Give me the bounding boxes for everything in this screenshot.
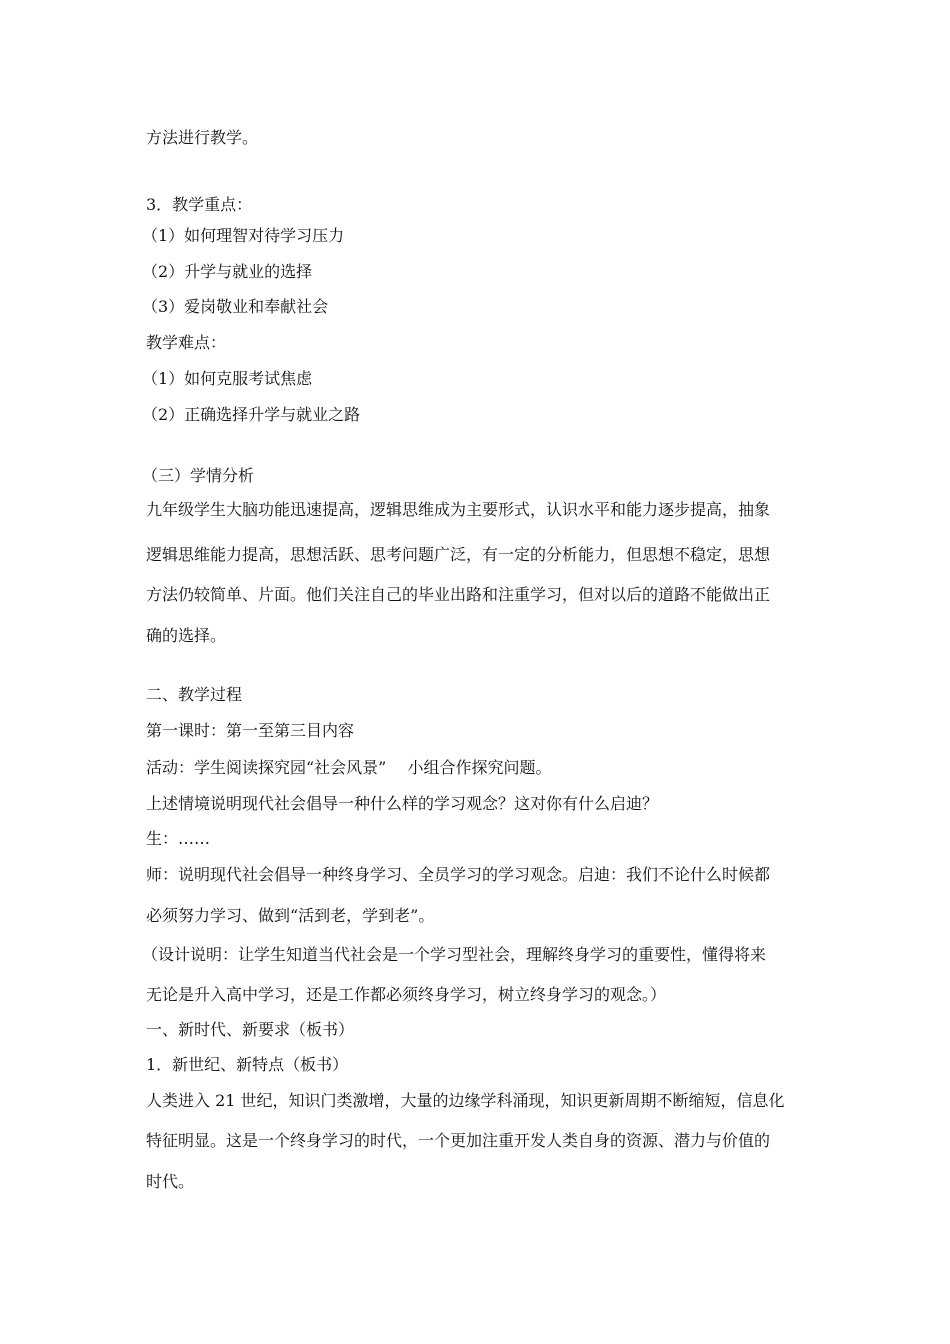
list-item: （1）如何理智对待学习压力	[142, 226, 345, 245]
section-heading: （三）学情分析	[142, 466, 255, 485]
paragraph-line: 确的选择。	[146, 626, 227, 645]
list-item: （3）爱岗敬业和奉献社会	[142, 297, 329, 316]
paragraph-line: 师：说明现代社会倡导一种终身学习、全员学习的学习观念。启迪：我们不论什么时候都	[146, 865, 771, 884]
list-item: （1）如何克服考试焦虑	[142, 369, 313, 388]
paragraph-line: 时代。	[146, 1172, 195, 1191]
section-heading: 二、教学过程	[146, 685, 243, 704]
paragraph-line: 特征明显。这是一个终身学习的时代，一个更加注重开发人类自身的资源、潜力与价值的	[146, 1131, 771, 1150]
text-line: 方法进行教学。	[146, 128, 259, 147]
paragraph-line: 无论是升入高中学习，还是工作都必须终身学习，树立终身学习的观念。）	[146, 985, 667, 1004]
text-line: 活动：学生阅读探究园“社会风景” 小组合作探究问题。	[146, 758, 552, 777]
text-line: 上述情境说明现代社会倡导一种什么样的学习观念？这对你有什么启迪？	[146, 794, 659, 813]
section-heading: 一、新时代、新要求（板书）	[146, 1020, 355, 1039]
paragraph-line: 逻辑思维能力提高，思想活跃、思考问题广泛，有一定的分析能力，但思想不稳定，思想	[146, 545, 771, 564]
section-heading: 教学难点：	[146, 333, 227, 352]
paragraph-line: 方法仍较简单、片面。他们关注自己的毕业出路和注重学习，但对以后的道路不能做出正	[146, 585, 771, 604]
section-heading: 1．新世纪、新特点（板书）	[146, 1055, 349, 1074]
section-heading: 3．教学重点：	[146, 195, 253, 214]
paragraph-line: 九年级学生大脑功能迅速提高，逻辑思维成为主要形式，认识水平和能力逐步提高，抽象	[146, 500, 771, 519]
paragraph-line: （设计说明：让学生知道当代社会是一个学习型社会，理解终身学习的重要性，懂得将来	[142, 945, 767, 964]
list-item: （2）正确选择升学与就业之路	[142, 405, 361, 424]
paragraph-line: 人类进入 21 世纪，知识门类激增，大量的边缘学科涌现，知识更新周期不断缩短，信息化	[146, 1091, 785, 1110]
text-line: 第一课时：第一至第三目内容	[146, 721, 355, 740]
paragraph-line: 必须努力学习、做到“活到老，学到老”。	[146, 906, 435, 925]
list-item: （2）升学与就业的选择	[142, 262, 313, 281]
text-line: 生：……	[146, 829, 211, 848]
